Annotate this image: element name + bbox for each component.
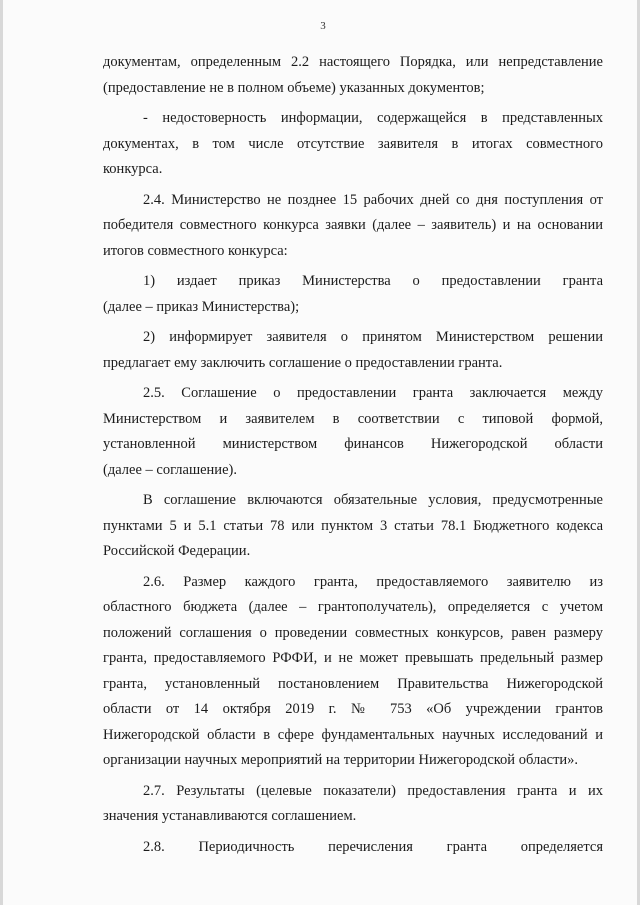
text-line: (предоставление не в полном объеме) указанных документов;: [103, 79, 485, 96]
text-line: документам, определенным 2.2 настоящего Порядка, или непредставление: [103, 54, 603, 70]
text-line: организации научных мероприятий на территории Нижегородской области».: [103, 752, 579, 768]
text-line: - недостоверность информации, содержащейся в представленных: [143, 110, 603, 126]
text-line: значения устанавливаются соглашением.: [103, 808, 357, 824]
text-line: конкурса.: [103, 161, 163, 177]
text-line: (далее – приказ Министерства);: [103, 298, 300, 315]
text-line: предлагает ему заключить соглашение о предоставлении гранта.: [103, 354, 503, 371]
text-line: Нижегородской области в сфере фундаментальных научных исследований и: [103, 726, 603, 743]
text-line: документах, в том числе отсутствие заявителя в итогах совместного: [103, 135, 603, 152]
text-line: В соглашение включаются обязательные условия, предусмотренные: [143, 492, 603, 508]
text-line: гранта, предоставляемого РФФИ, и не может превышать предельный размер: [103, 650, 603, 666]
text-line: положений соглашения о проведении совместных конкурсов, равен размеру: [103, 624, 603, 641]
page-number: 3: [320, 20, 326, 32]
text-line: 2.7. Результаты (целевые показатели) предоставления гранта и их: [143, 782, 603, 799]
text-line: 2.8. Периодичность перечисления гранта определяется: [143, 838, 603, 855]
text-line: итогов совместного конкурса:: [103, 242, 288, 259]
text-line: 1) издает приказ Министерства о предоставлении гранта: [143, 273, 603, 289]
text-line: Российской Федерации.: [103, 543, 251, 559]
text-line: 2.6. Размер каждого гранта, предоставляемого заявителю из: [143, 573, 603, 590]
text-line: 2.4. Министерство не позднее 15 рабочих дней со дня поступления от: [143, 191, 603, 208]
text-line: гранта, установленный постановлением Правительства Нижегородской: [103, 675, 603, 692]
text-line: победителя совместного конкурса заявки (далее – заявитель) и на основании: [103, 217, 603, 233]
text-line: установленной министерством финансов Нижегородской области: [103, 436, 603, 452]
text-line: 2) информирует заявителя о принятом Министерством решении: [143, 329, 603, 345]
text-line: области от 14 октября 2019 г. № 753 «Об учреждении грантов: [103, 701, 603, 717]
document-body: [103, 50, 603, 860]
text-line: 2.5. Соглашение о предоставлении гранта заключается между: [143, 385, 603, 401]
text-line: пунктами 5 и 5.1 статьи 78 или пунктом 3 статьи 78.1 Бюджетного кодекса: [103, 517, 603, 534]
text-line: (далее – соглашение).: [103, 461, 237, 478]
text-line: Министерством и заявителем в соответствии с типовой формой,: [103, 410, 603, 427]
text-line: областного бюджета (далее – грантополучатель), определяется с учетом: [103, 599, 603, 615]
